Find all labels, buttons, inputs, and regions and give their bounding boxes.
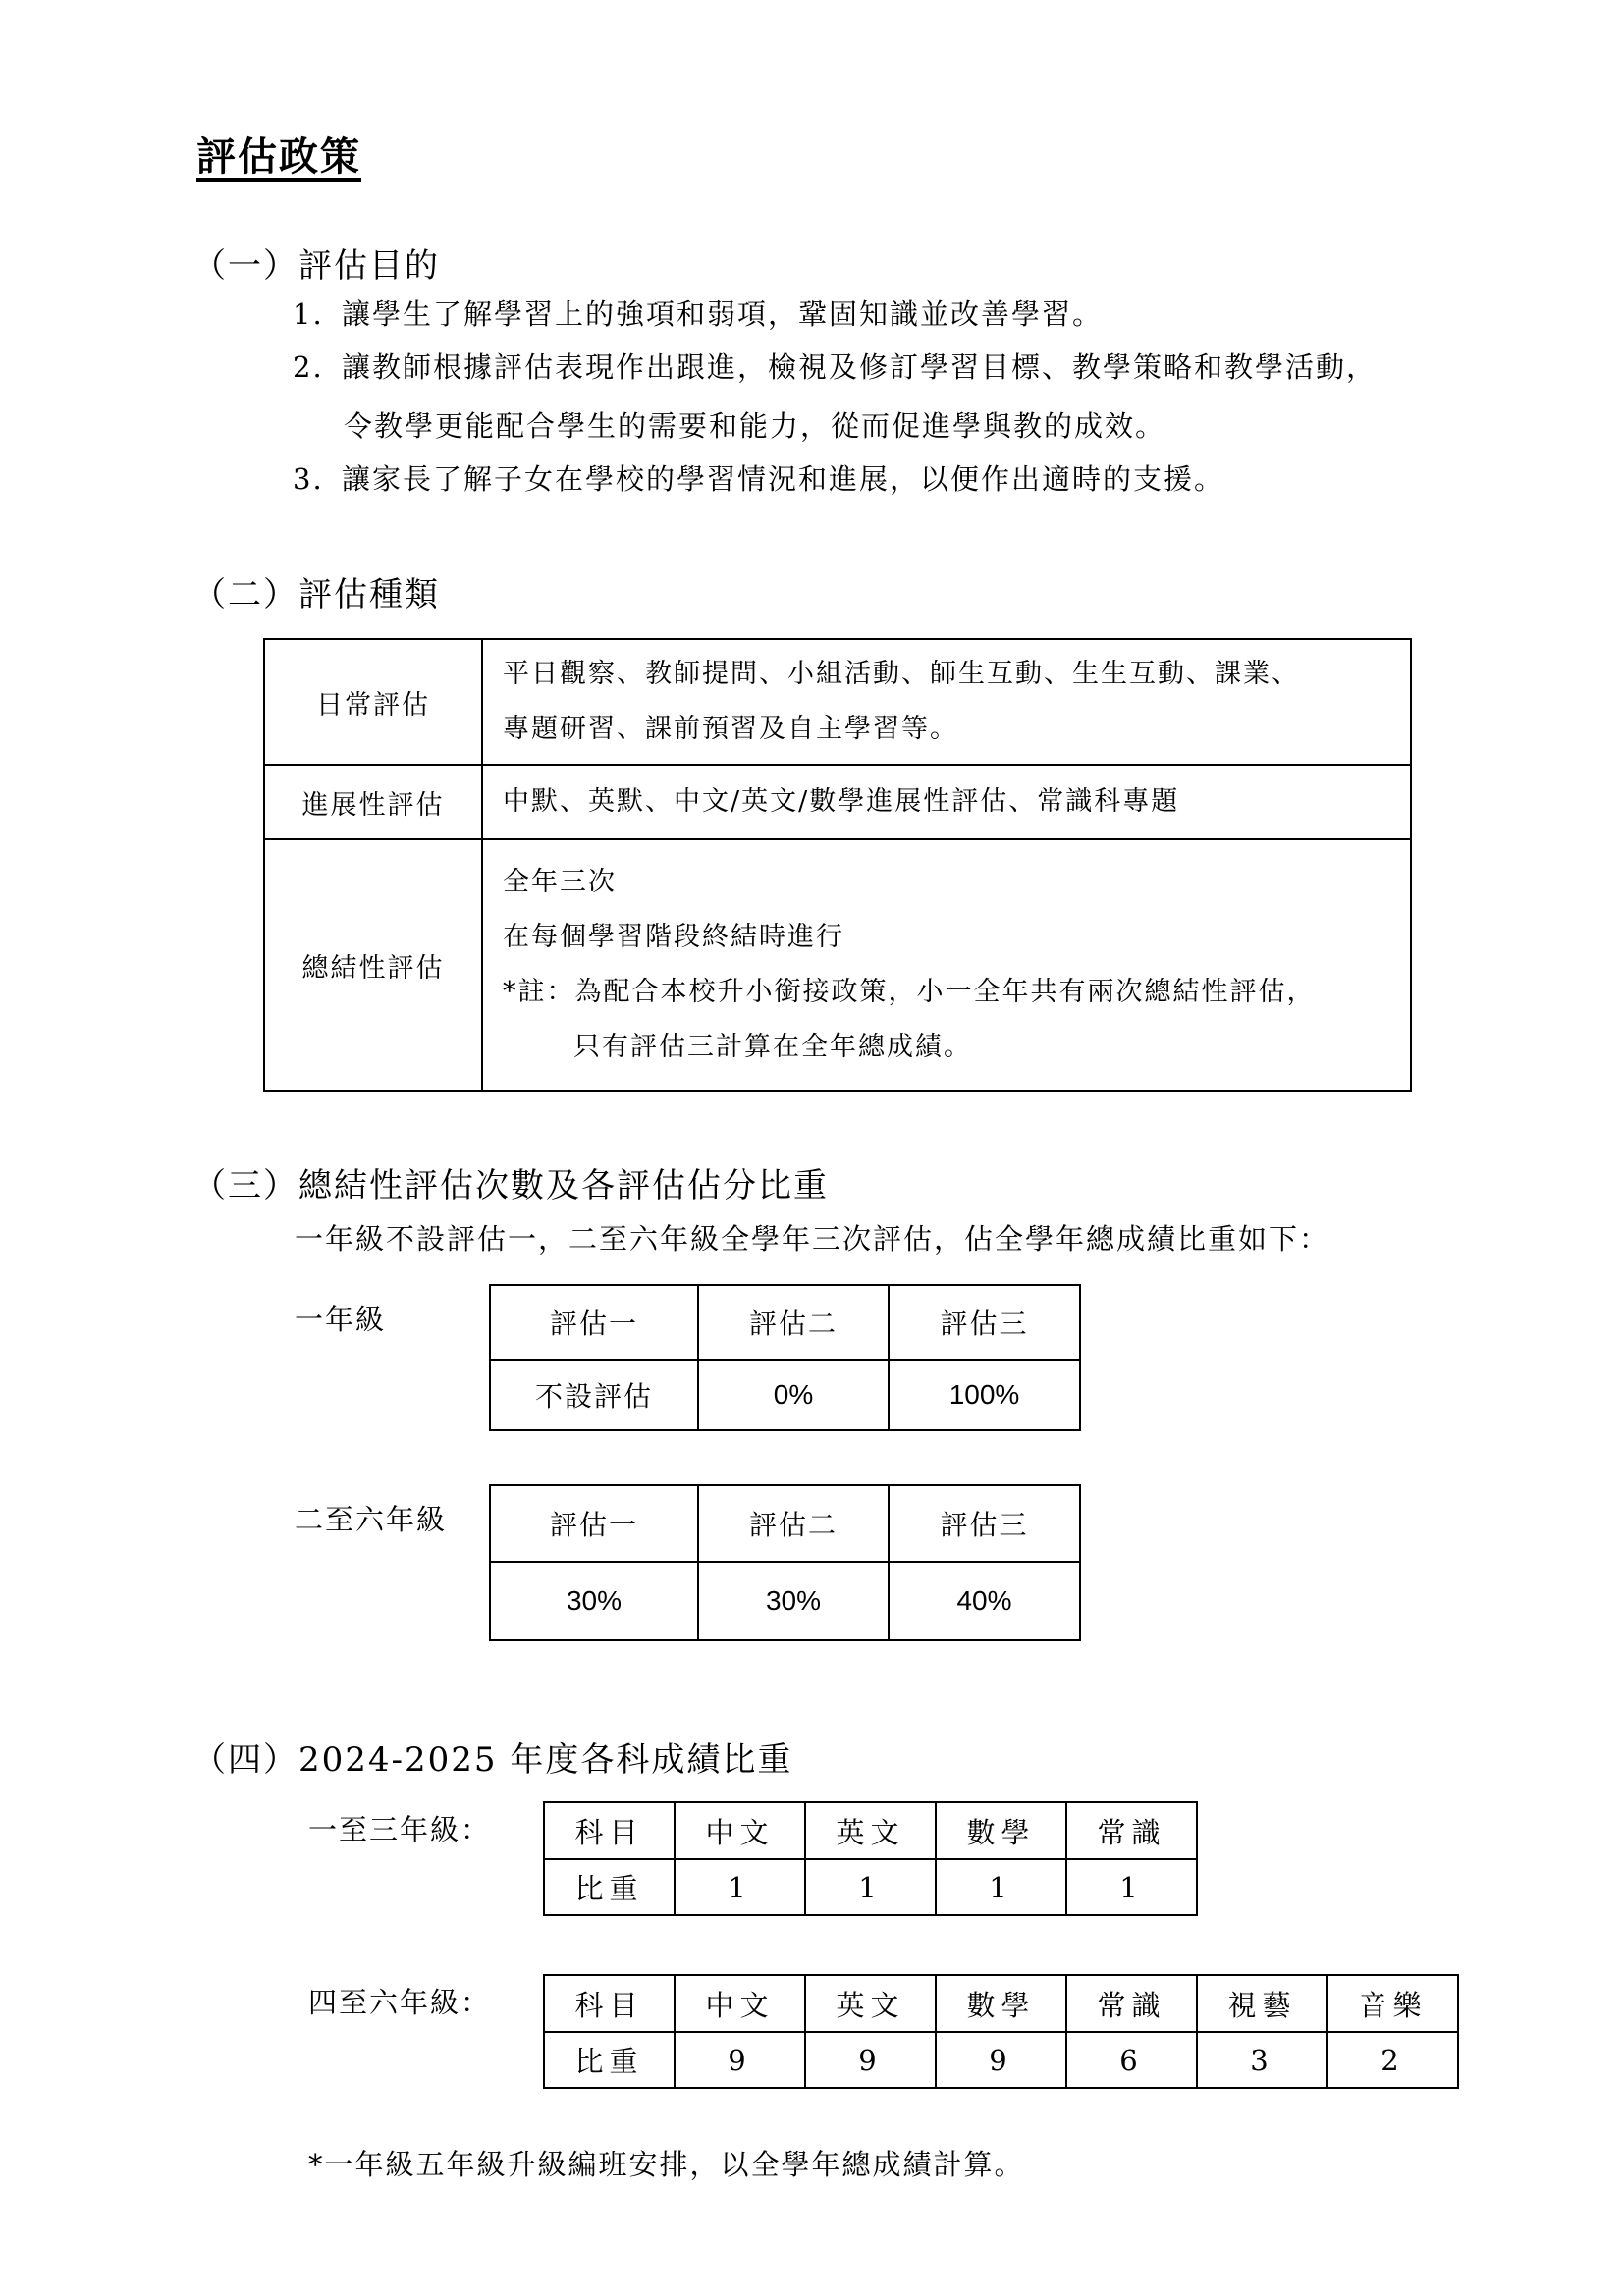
purpose-item-2-continuation: 令教學更能配合學生的需要和能力，從而促進學與教的成效。 [344,409,1166,443]
purpose-item-1 [293,296,1103,332]
grade4-6-subject-table [543,1974,1459,2089]
table-row [544,1859,1197,1915]
subject-cell: 常識 [1066,1975,1197,2032]
header-cell: 評估一 [490,1485,698,1562]
desc-line: 中默、英默、中文/英文/數學進展性評估、常識科專題 [503,786,1180,817]
table-row [544,1802,1197,1859]
weight-cell: 2 [1327,2032,1458,2088]
header-cell: 評估一 [490,1285,698,1360]
weight-cell: 9 [675,2032,805,2088]
desc-line: 在每個學習階段終結時進行 [503,922,844,952]
header-cell: 評估二 [698,1485,889,1562]
subject-cell: 音樂 [1327,1975,1458,2032]
page-title: 評估政策 [196,133,361,180]
desc-line: 專題研習、課前預習及自主學習等。 [503,714,958,744]
table-row [264,639,1411,765]
type-desc-daily [482,639,1411,765]
weight-cell: 1 [805,1859,936,1915]
subject-cell: 中文 [675,1802,805,1859]
type-desc-summative [482,839,1411,1091]
weight-cell: 9 [805,2032,936,2088]
header-cell: 評估二 [698,1285,889,1360]
subject-header-cell: 科目 [544,1975,675,2032]
table-row [544,1975,1458,2032]
header-cell: 評估三 [889,1285,1080,1360]
section2-heading: （二）評估種類 [192,575,440,614]
purpose-item-3 [293,461,1224,497]
desc-line: 只有評估三計算在全年總成績。 [573,1032,972,1062]
subject-cell: 常識 [1066,1802,1197,1859]
subject-cell: 英文 [805,1975,936,2032]
grading-note: *一年級五年級升級編班安排，以全學年總成績計算。 [308,2148,1025,2181]
table-row [264,839,1411,1091]
purpose-item-3-text: 讓家長了解子女在學校的學習情況和進展，以便作出適時的支援。 [342,462,1225,496]
weight-cell: 1 [1066,1859,1197,1915]
purpose-item-1-text: 讓學生了解學習上的強項和弱項，鞏固知識並改善學習。 [342,297,1104,331]
purpose-item-2-text: 讓教師根據評估表現作出跟進，檢視及修訂學習目標、教學策略和教學活動， [342,350,1378,384]
assessment-type-table [263,638,1412,1092]
section3-intro: 一年級不設評估一，二至六年級全學年三次評估，佔全學年總成績比重如下： [295,1222,1330,1255]
value-cell: 不設評估 [490,1360,698,1430]
weight-header-cell: 比重 [544,1859,675,1915]
desc-line: 平日觀察、教師提問、小組活動、師生互動、生生互動、課業、 [503,659,1300,689]
purpose-item-2-num: 2. [293,350,324,384]
purpose-item-2 [293,349,1377,385]
table-row [490,1562,1080,1640]
weight-header-cell: 比重 [544,2032,675,2088]
grade1-label: 一年級 [295,1303,387,1336]
subject-cell: 數學 [936,1975,1066,2032]
subject-header-cell: 科目 [544,1802,675,1859]
section4-heading: （四）2024-2025 年度各科成績比重 [192,1740,793,1780]
desc-line: *註：為配合本校升小銜接政策，小一全年共有兩次總結性評估， [503,977,1316,1007]
grade4-6-subject-label: 四至六年級： [308,1986,492,2019]
value-cell: 40% [889,1562,1080,1640]
header-cell: 評估三 [889,1485,1080,1562]
desc-line: 全年三次 [503,867,617,897]
subject-cell: 英文 [805,1802,936,1859]
table-row [490,1285,1080,1360]
purpose-item-1-num: 1. [293,297,324,331]
subject-cell: 中文 [675,1975,805,2032]
subject-cell: 數學 [936,1802,1066,1859]
type-label-daily: 日常評估 [264,639,482,765]
weight-cell: 3 [1197,2032,1327,2088]
table-row [544,2032,1458,2088]
section1-heading: （一）評估目的 [192,246,440,286]
value-cell: 100% [889,1360,1080,1430]
subject-cell: 視藝 [1197,1975,1327,2032]
value-cell: 30% [490,1562,698,1640]
table-row [490,1485,1080,1562]
weight-cell: 1 [936,1859,1066,1915]
type-label-formative: 進展性評估 [264,765,482,839]
purpose-item-3-num: 3. [293,462,324,496]
type-label-summative: 總結性評估 [264,839,482,1091]
weight-cell: 1 [675,1859,805,1915]
value-cell: 0% [698,1360,889,1430]
grade2-6-label: 二至六年級 [295,1503,448,1536]
table-row [490,1360,1080,1430]
table-row [264,765,1411,839]
value-cell: 30% [698,1562,889,1640]
weight-cell: 9 [936,2032,1066,2088]
grade1-3-subject-label: 一至三年級： [308,1813,492,1846]
grade2-6-weight-table [489,1484,1081,1641]
grade1-weight-table [489,1284,1081,1431]
section3-heading: （三）總結性評估次數及各評估佔分比重 [192,1166,829,1205]
weight-cell: 6 [1066,2032,1197,2088]
grade1-3-subject-table [543,1801,1198,1916]
type-desc-formative [482,765,1411,839]
